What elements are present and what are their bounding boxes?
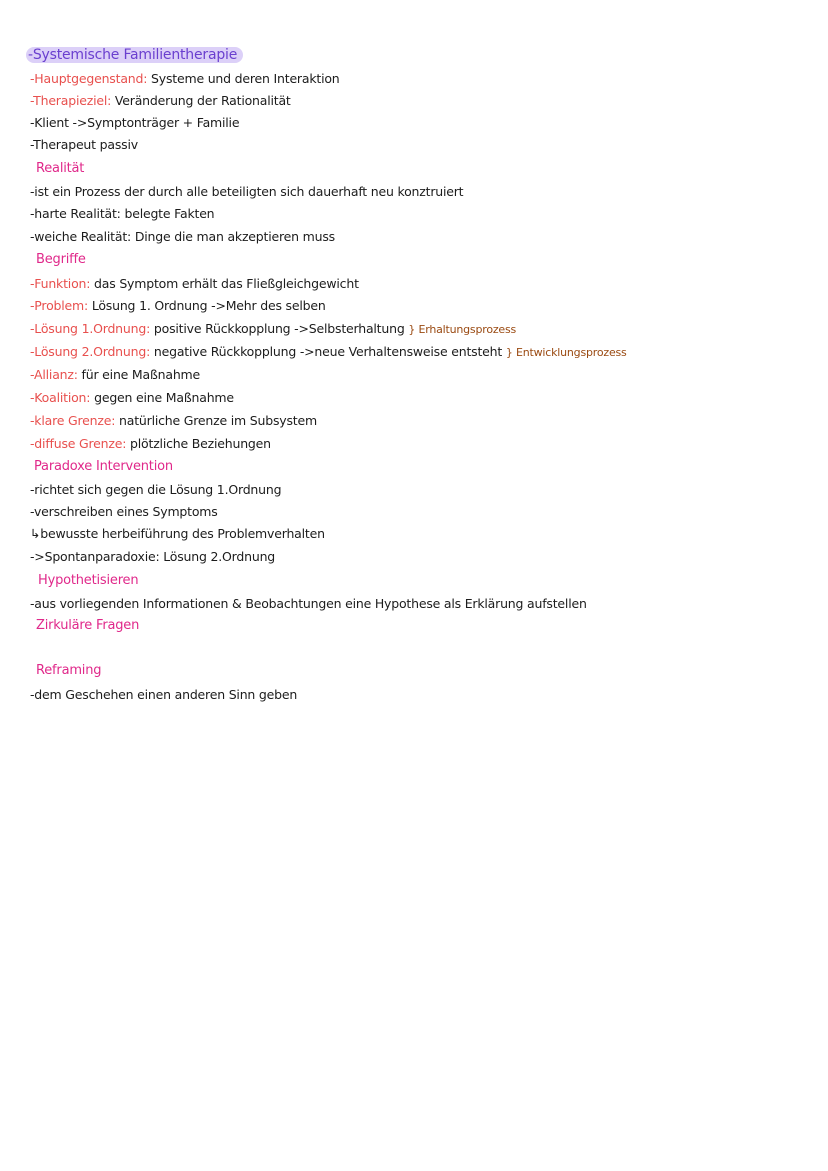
begriff-label: -Koalition [30,390,87,405]
begriff-sep: : [122,436,131,451]
begriff-label: -Allianz [30,367,74,382]
begriff-text: für eine Maßnahme [81,367,201,382]
begriff-text: positive Rückkopplung ->Selbsterhaltung [153,321,405,336]
intro-text: -Therapeut passiv [30,137,138,152]
begriff-text: gegen eine Maßnahme [94,390,234,405]
begriff-item [30,320,516,339]
section-heading-hypothetisieren: Hypothetisieren [38,573,139,588]
paradoxe-line: -verschreiben eines Symptoms [30,504,218,519]
paradoxe-line: ↳bewusste herbeiführung des Problemverhalten [30,526,325,541]
intro-text: Veränderung der Rationalität [114,93,291,108]
realitaet-line: -weiche Realität: Dinge die man akzeptieren muss [30,229,335,244]
begriff-item [30,435,271,453]
hypothetisieren-line: -aus vorliegenden Informationen & Beobachtungen eine Hypothese als Erklärung aufstellen [30,596,587,611]
intro-line [30,92,291,110]
begriff-item [30,412,317,430]
intro-text: Systeme und deren Interaktion [151,71,340,86]
paradoxe-line: ->Spontanparadoxie: Lösung 2.Ordnung [30,549,276,564]
begriff-label: -Lösung 1.Ordnung [30,321,147,336]
begriff-label: -Lösung 2.Ordnung [30,344,147,359]
intro-line [30,114,239,132]
begriff-label: -diffuse Grenze [30,436,123,451]
intro-sep: : [143,71,152,86]
begriff-sep: : [86,390,95,405]
begriff-item [30,366,200,384]
section-heading-zirkulaer: Zirkuläre Fragen [36,618,140,633]
begriff-text: das Symptom erhält das Fließgleichgewicht [94,276,359,291]
begriff-sep: : [111,413,120,428]
begriff-item [30,275,359,293]
intro-label: -Therapieziel [30,93,108,108]
section-heading-begriffe: Begriffe [36,252,86,267]
begriff-sep: : [146,321,154,336]
begriff-note: } Erhaltungsprozess [408,323,517,336]
reframing-line: -dem Geschehen einen anderen Sinn geben [30,687,298,702]
realitaet-line: -ist ein Prozess der durch alle beteiligten sich dauerhaft neu konztruiert [30,184,464,199]
page-title: -Systemische Familientherapie [26,47,243,63]
begriff-sep: : [146,344,154,359]
section-heading-realitaet: Realität [36,161,85,176]
realitaet-line: -harte Realität: belegte Fakten [30,206,215,221]
section-heading-reframing: Reframing [36,663,102,678]
begriff-label: -klare Grenze [30,413,112,428]
begriff-text: plötzliche Beziehungen [130,436,271,451]
begriff-label: -Problem [30,298,85,313]
begriff-item [30,389,234,407]
begriff-text: natürliche Grenze im Subsystem [119,413,317,428]
begriff-text: Lösung 1. Ordnung ->Mehr des selben [91,298,326,313]
page-title-row [26,46,243,64]
intro-sep: : [107,93,115,108]
intro-text: -Klient ->Symptonträger + Familie [30,115,240,130]
begriff-note: } Entwicklungsprozess [505,346,627,359]
intro-line [30,70,340,88]
begriff-text: negative Rückkopplung ->neue Verhaltensweise entsteht [153,344,503,359]
begriff-item [30,297,326,315]
section-heading-paradoxe: Paradoxe Intervention [34,459,173,474]
begriff-sep: : [84,298,92,313]
begriff-label: -Funktion [30,276,87,291]
intro-line [30,136,138,154]
begriff-sep: : [86,276,95,291]
begriff-item [30,343,627,362]
intro-label: -Hauptgegenstand [30,71,144,86]
paradoxe-line: -richtet sich gegen die Lösung 1.Ordnung [30,482,282,497]
begriff-sep: : [73,367,82,382]
